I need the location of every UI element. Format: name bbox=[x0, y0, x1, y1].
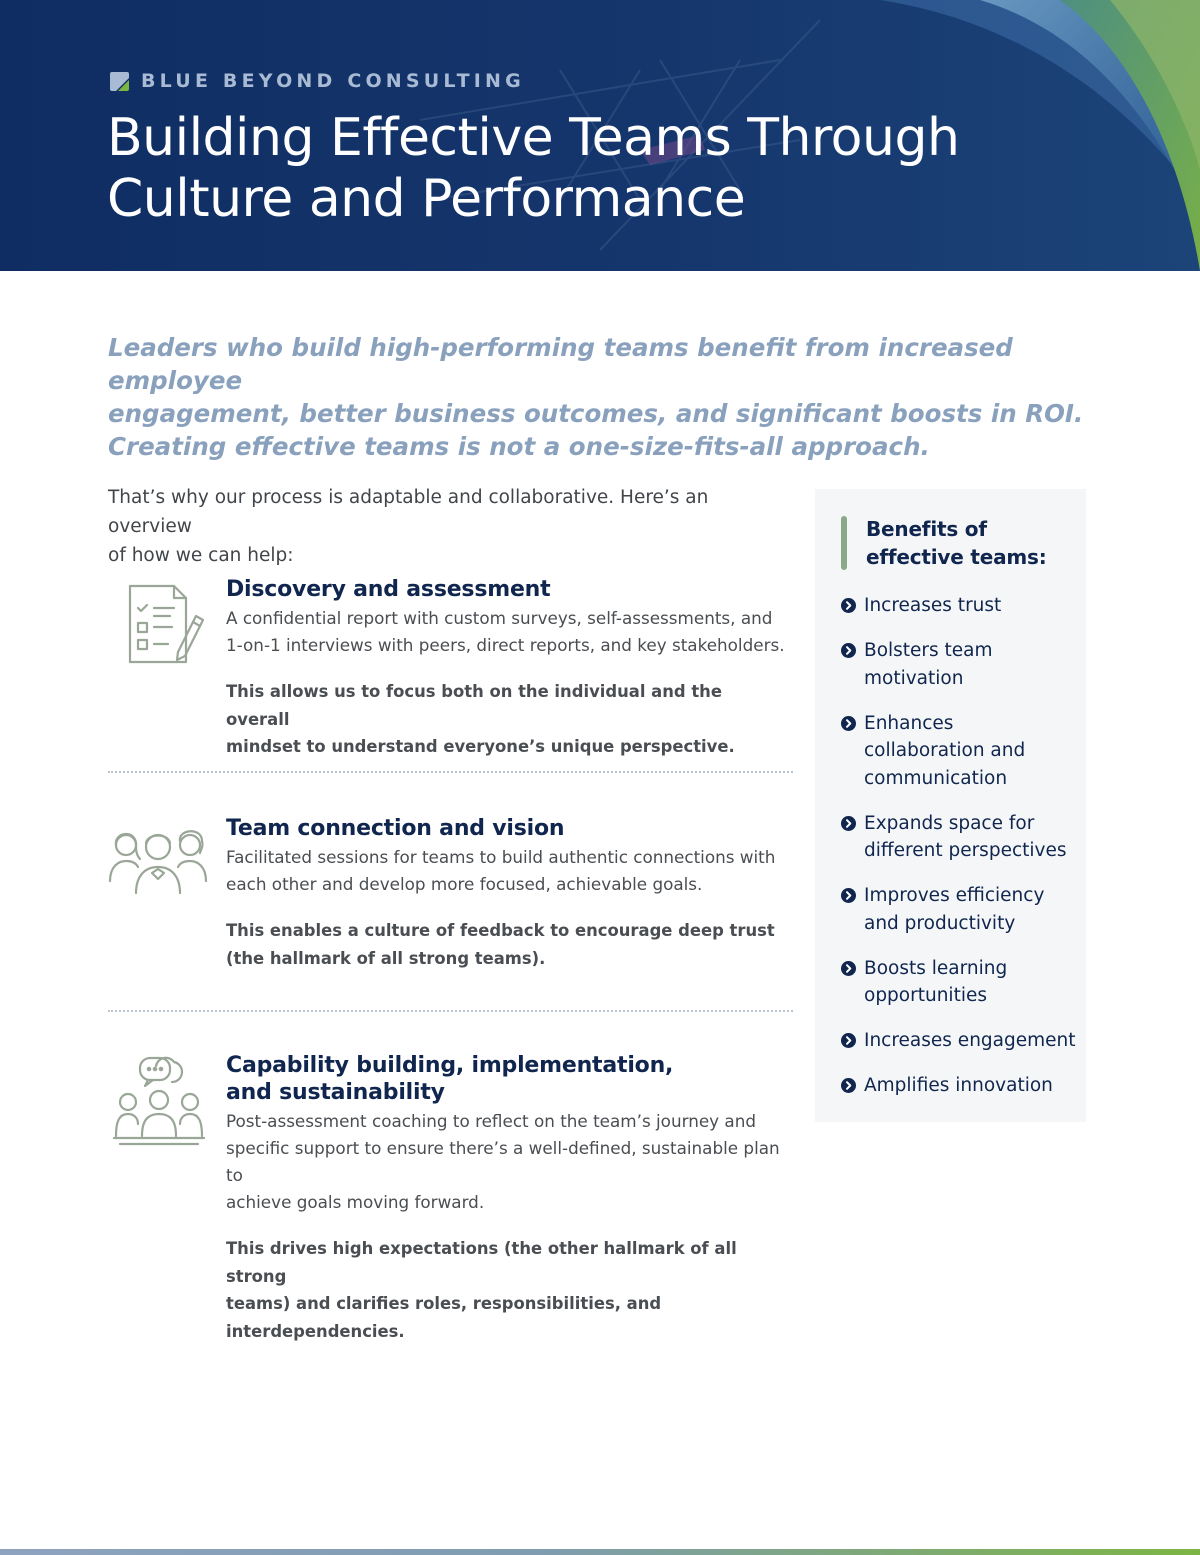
description-line: Facilitated sessions for teams to build authentic connections with bbox=[226, 847, 776, 867]
benefit-line: Increases trust bbox=[864, 595, 1002, 616]
brand-square-icon bbox=[110, 72, 129, 91]
team-people-icon bbox=[108, 821, 208, 901]
benefit-line: Boosts learning bbox=[864, 957, 1008, 979]
chevron-circle-icon bbox=[841, 816, 856, 831]
benefit-line: Enhances bbox=[864, 712, 954, 734]
benefit-line: Improves efficiency bbox=[864, 885, 1045, 906]
description-line: A confidential report with custom surveys, self-assessments, and bbox=[226, 608, 773, 628]
benefits-list bbox=[841, 592, 1081, 1117]
description-line: Post-assessment coaching to reflect on the team’s journey and bbox=[226, 1111, 756, 1131]
benefit-text bbox=[864, 810, 1066, 865]
benefit-line: different perspectives bbox=[864, 840, 1067, 861]
page-title-line: Building Effective Teams Through bbox=[107, 108, 960, 168]
chevron-circle-icon bbox=[841, 961, 856, 976]
benefit-line: collaboration and bbox=[864, 740, 1026, 761]
benefit-text bbox=[864, 592, 1001, 620]
benefit-line: motivation bbox=[864, 667, 964, 689]
note-line: This allows us to focus both on the individual and the overall bbox=[226, 682, 722, 729]
sidebar-title bbox=[866, 515, 1056, 571]
section-title bbox=[226, 1052, 786, 1106]
chevron-circle-icon bbox=[841, 643, 856, 658]
lead-line: Creating effective teams is not a one-size-fits-all approach. bbox=[108, 432, 930, 461]
section-body bbox=[226, 815, 786, 972]
checklist-pencil-icon bbox=[122, 576, 218, 672]
section-title-line: Capability building, implementation, bbox=[226, 1053, 674, 1078]
sidebar-header bbox=[841, 515, 1056, 571]
benefit-line: opportunities bbox=[864, 985, 987, 1006]
benefit-item bbox=[841, 592, 1081, 620]
meeting-chat-icon bbox=[112, 1054, 208, 1152]
benefit-item bbox=[841, 810, 1081, 865]
chevron-circle-icon bbox=[841, 1078, 856, 1093]
benefit-item bbox=[841, 1072, 1081, 1100]
section-note bbox=[226, 1235, 786, 1345]
benefit-line: Bolsters team bbox=[864, 640, 993, 661]
benefit-text bbox=[864, 1072, 1053, 1100]
benefit-text bbox=[864, 637, 993, 692]
description-line: 1-on-1 interviews with peers, direct reports, and key stakeholders. bbox=[226, 635, 785, 655]
intro-line: That’s why our process is adaptable and collaborative. Here’s an overview bbox=[108, 487, 709, 537]
section-description bbox=[226, 844, 786, 898]
lead-line: engagement, better business outcomes, and significant boosts in ROI. bbox=[108, 399, 1084, 428]
benefit-text bbox=[864, 955, 1007, 1010]
hero-banner bbox=[0, 0, 1200, 271]
benefits-sidebar bbox=[815, 489, 1086, 1122]
benefit-item bbox=[841, 955, 1081, 1010]
note-line: This drives high expectations (the other hallmark of all strong bbox=[226, 1239, 737, 1286]
benefit-text bbox=[864, 710, 1025, 793]
benefit-item bbox=[841, 637, 1081, 692]
description-line: specific support to ensure there’s a well-defined, sustainable plan to bbox=[226, 1138, 780, 1185]
intro-paragraph bbox=[108, 483, 798, 570]
section-title: Team connection and vision bbox=[226, 816, 565, 841]
benefit-text bbox=[864, 882, 1044, 937]
benefit-text bbox=[864, 1027, 1076, 1055]
chevron-circle-icon bbox=[841, 888, 856, 903]
benefit-line: Amplifies innovation bbox=[864, 1075, 1053, 1096]
benefit-line: and productivity bbox=[864, 912, 1016, 934]
benefit-line: communication bbox=[864, 767, 1008, 789]
benefit-item bbox=[841, 710, 1081, 793]
benefit-line: Increases engagement bbox=[864, 1030, 1076, 1051]
section-divider bbox=[108, 771, 793, 773]
sidebar-title-line: effective teams: bbox=[866, 545, 1047, 569]
description-line: each other and develop more focused, achievable goals. bbox=[226, 874, 703, 894]
chevron-circle-icon bbox=[841, 1033, 856, 1048]
benefit-item bbox=[841, 1027, 1081, 1055]
benefit-item bbox=[841, 882, 1081, 937]
description-line: achieve goals moving forward. bbox=[226, 1192, 485, 1212]
benefit-line: Expands space for bbox=[864, 812, 1035, 834]
chevron-circle-icon bbox=[841, 598, 856, 613]
intro-line: of how we can help: bbox=[108, 545, 294, 566]
note-line: (the hallmark of all strong teams). bbox=[226, 948, 546, 968]
note-line: mindset to understand everyone’s unique perspective. bbox=[226, 737, 735, 756]
note-line: This enables a culture of feedback to encourage deep trust bbox=[226, 921, 775, 940]
brand-name: BLUE BEYOND CONSULTING bbox=[141, 70, 525, 92]
chevron-circle-icon bbox=[841, 716, 856, 731]
sidebar-accent-bar bbox=[841, 516, 847, 570]
note-line: teams) and clarifies roles, responsibilities, and interdependencies. bbox=[226, 1294, 662, 1341]
lead-line: Leaders who build high-performing teams benefit from increased employee bbox=[108, 333, 1013, 395]
section-note bbox=[226, 917, 786, 972]
page-title bbox=[107, 108, 1087, 230]
section-description bbox=[226, 605, 786, 659]
section-divider bbox=[108, 1010, 793, 1012]
lead-statement bbox=[108, 331, 1098, 463]
brand-lockup bbox=[110, 70, 525, 92]
section-note bbox=[226, 678, 786, 761]
page-title-line: Culture and Performance bbox=[107, 169, 746, 229]
section-title: Discovery and assessment bbox=[226, 577, 551, 602]
section-description bbox=[226, 1108, 786, 1216]
section-body bbox=[226, 1052, 786, 1345]
section-body bbox=[226, 576, 786, 761]
sidebar-title-line: Benefits of bbox=[866, 517, 987, 541]
section-title-line: and sustainability bbox=[226, 1080, 445, 1105]
footer-gradient-bar bbox=[0, 1549, 1200, 1555]
